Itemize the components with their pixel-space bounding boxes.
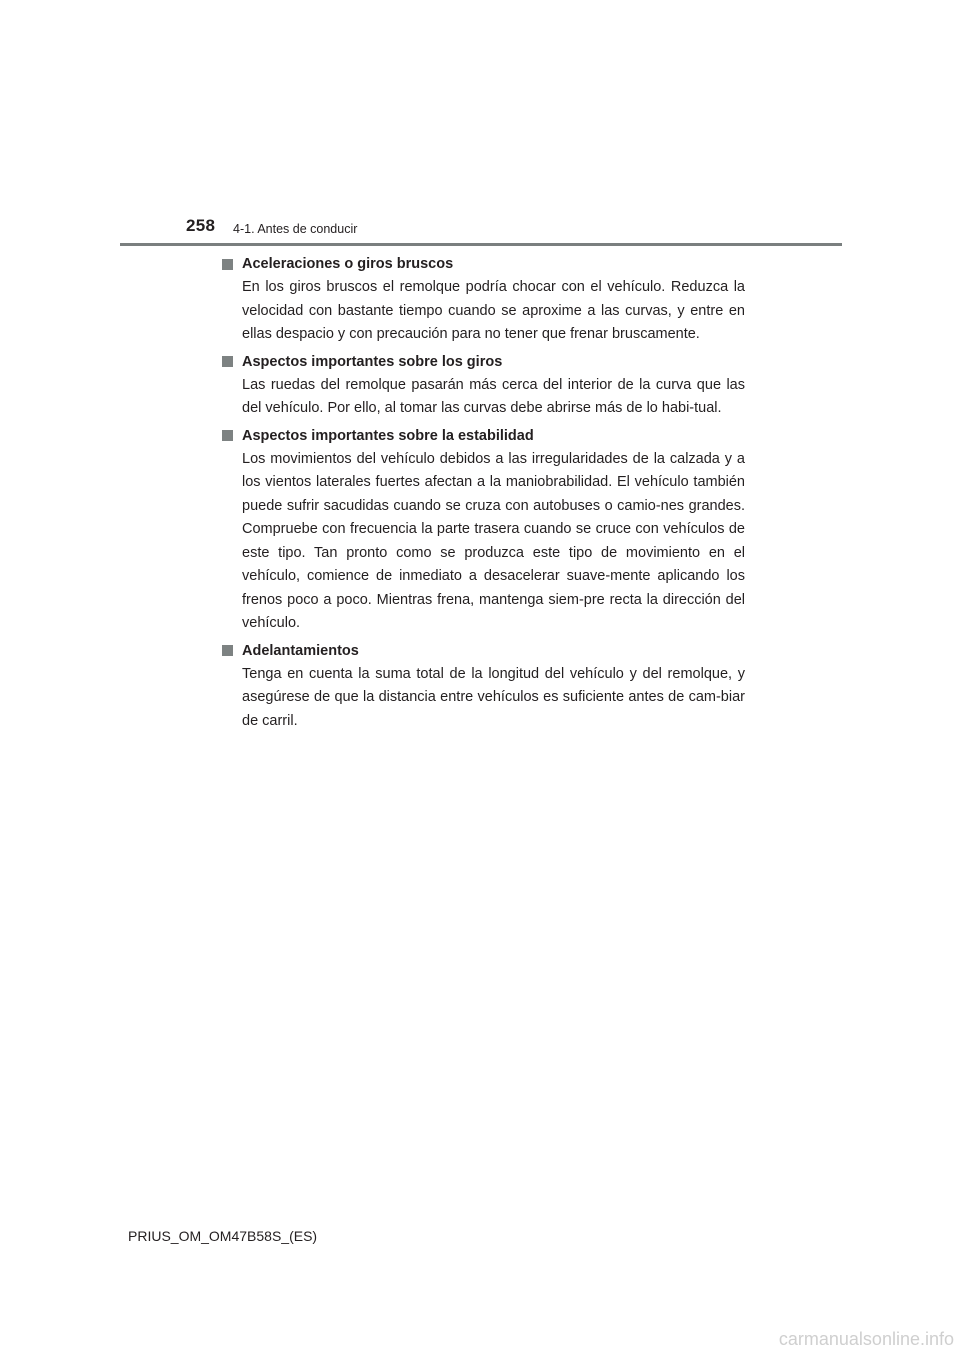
watermark: carmanualsonline.info — [778, 1329, 954, 1349]
section-aceleraciones — [222, 252, 745, 347]
square-bullet-icon — [222, 356, 233, 367]
section-body: En los giros bruscos el remolque podría chocar con el vehículo. Reduzca la velocidad con bastante tiempo cuando se aproxime a las curvas, y entre en ellas despacio y con precaución para no tener que frenar bruscamente. — [242, 279, 745, 342]
main-content — [222, 252, 745, 736]
section-title: 4-1. Antes de conducir — [233, 222, 358, 236]
square-bullet-icon — [222, 259, 233, 270]
page-number: 258 — [186, 216, 216, 235]
header-divider — [120, 243, 842, 246]
section-heading: Aceleraciones o giros bruscos — [242, 256, 454, 272]
footer-document-id: PRIUS_OM_OM47B58S_(ES) — [128, 1228, 318, 1244]
section-body: Las ruedas del remolque pasarán más cerca del interior de la curva que las del vehículo. Por ello, al tomar las curvas debe abrirse más de lo habi-tual. — [242, 376, 745, 416]
section-heading: Adelantamientos — [242, 642, 359, 659]
section-estabilidad — [222, 424, 745, 636]
square-bullet-icon — [222, 430, 233, 441]
section-body: Los movimientos del vehículo debidos a las irregularidades de la calzada y a los vientos laterales fuertes afectan a la maniobrabilidad. El vehículo también puede sufrir sacudidas cuando se cruza con autobuses o camio-nes grandes. Compruebe con frecuencia la parte trasera cuando se cruce con vehículos de este tipo. Tan pronto como se produzca este tipo de movimiento en el vehículo, comience de inmediato a desacelerar suave-mente aplicando los frenos poco a poco. Mientras frena, mantenga siem-pre recta la dirección del vehículo. — [242, 450, 745, 631]
section-body: Tenga en cuenta la suma total de la longitud del vehículo y del remolque, y asegúrese de que la distancia entre vehículos es suficiente antes de cam-biar de carril. — [242, 665, 745, 729]
section-heading: Aspectos importantes sobre los giros — [242, 353, 503, 370]
square-bullet-icon — [222, 645, 233, 656]
section-adelantamientos — [222, 639, 745, 734]
section-giros — [222, 350, 745, 421]
section-heading: Aspectos importantes sobre la estabilidad — [242, 427, 534, 444]
